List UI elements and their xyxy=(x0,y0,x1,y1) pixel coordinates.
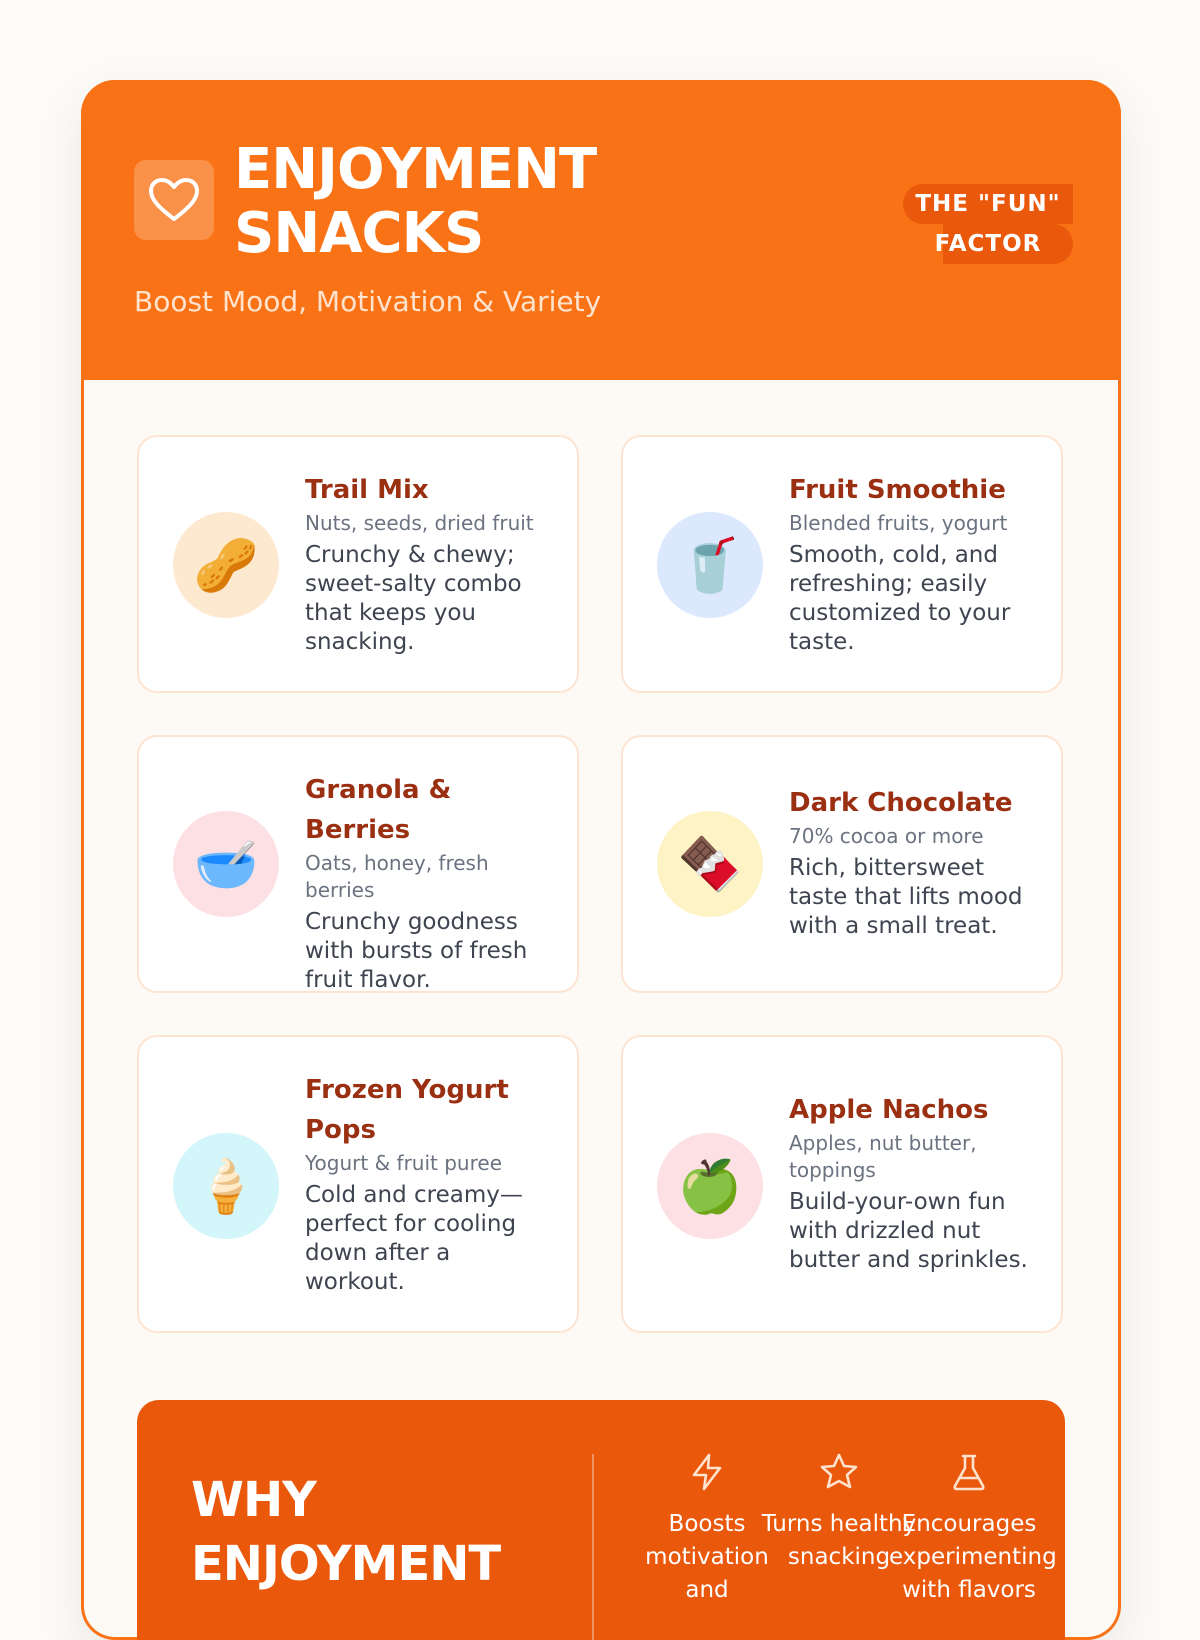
peanut-icon xyxy=(173,512,279,618)
heart-icon xyxy=(134,160,214,240)
snack-card-frozen-yogurt-pops[interactable] xyxy=(137,1035,579,1333)
enjoyment-snacks-card xyxy=(81,80,1121,1640)
snack-name: Fruit Smoothie xyxy=(789,475,1006,505)
bowl-with-spoon-icon xyxy=(173,811,279,917)
snack-text xyxy=(305,470,545,657)
snack-glyph: 🍏 xyxy=(677,1156,743,1217)
badge-text xyxy=(903,184,1073,264)
snack-name: Granola & Berries xyxy=(305,775,452,845)
snack-description: Cold and creamy—perfect for cooling down after a workout. xyxy=(305,1182,523,1295)
snack-ingredients: 70% cocoa or more xyxy=(789,824,984,848)
title-line-1: ENJOYMENT xyxy=(234,137,597,202)
why-item-label: Turns healthy snacking xyxy=(761,1511,917,1570)
snack-description: Build-your-own fun with drizzled nut butter and sprinkles. xyxy=(789,1189,1028,1273)
snack-text xyxy=(789,783,1029,941)
why-divider xyxy=(592,1454,594,1640)
snack-name: Trail Mix xyxy=(305,475,429,505)
snack-ingredients: Yogurt & fruit puree xyxy=(305,1151,503,1175)
why-enjoyment-section xyxy=(137,1400,1065,1640)
header xyxy=(81,80,1121,380)
badge-line-2: FACTOR xyxy=(934,231,1042,257)
snack-glyph: 🥣 xyxy=(193,834,259,895)
snack-glyph: 🍫 xyxy=(677,834,743,895)
why-item-experimenting xyxy=(889,1452,1057,1607)
flask-icon xyxy=(949,1452,989,1492)
snack-name: Dark Chocolate xyxy=(789,788,1013,818)
snack-name: Frozen Yogurt Pops xyxy=(305,1075,509,1145)
why-item-label: Encourages experimenting with flavors xyxy=(889,1511,1057,1603)
snack-glyph: 🥜 xyxy=(193,535,259,596)
fun-factor-badge xyxy=(903,184,1073,280)
snack-card-dark-chocolate[interactable] xyxy=(621,735,1063,993)
snack-text xyxy=(305,770,545,995)
snack-text xyxy=(789,1090,1029,1275)
snack-ingredients: Oats, honey, fresh berries xyxy=(305,851,489,902)
snack-glyph: 🍦 xyxy=(193,1156,259,1217)
snack-card-granola-berries[interactable] xyxy=(137,735,579,993)
cup-with-straw-icon xyxy=(657,512,763,618)
snack-card-apple-nachos[interactable] xyxy=(621,1035,1063,1333)
badge-line-1: THE "FUN" xyxy=(915,191,1061,217)
why-title-line-1: WHY xyxy=(191,1472,316,1528)
snack-name: Apple Nachos xyxy=(789,1095,989,1125)
snack-description: Smooth, cold, and refreshing; easily customized to your taste. xyxy=(789,542,1011,655)
snack-ingredients: Nuts, seeds, dried fruit xyxy=(305,511,534,535)
page-title xyxy=(234,138,754,266)
snack-ingredients: Apples, nut butter, toppings xyxy=(789,1131,977,1182)
snack-card-trail-mix[interactable] xyxy=(137,435,579,693)
why-item-label: Boosts motivation and xyxy=(645,1511,769,1603)
snack-card-fruit-smoothie[interactable] xyxy=(621,435,1063,693)
snack-text xyxy=(305,1070,525,1297)
star-icon xyxy=(819,1452,859,1492)
snack-description: Rich, bittersweet taste that lifts mood with a small treat. xyxy=(789,855,1023,939)
title-line-2: SNACKS xyxy=(234,201,484,266)
snack-description: Crunchy goodness with bursts of fresh fruit flavor. xyxy=(305,909,528,993)
why-title-line-2: ENJOYMENT xyxy=(191,1536,501,1592)
chocolate-bar-icon xyxy=(657,811,763,917)
green-apple-icon xyxy=(657,1133,763,1239)
snack-glyph: 🥤 xyxy=(677,535,743,596)
lightning-icon xyxy=(687,1452,727,1492)
ice-cream-icon xyxy=(173,1133,279,1239)
page-subtitle: Boost Mood, Motivation & Variety xyxy=(134,285,602,318)
snack-description: Crunchy & chewy; sweet-salty combo that keeps you snacking. xyxy=(305,542,522,655)
why-title xyxy=(191,1468,500,1596)
snack-text xyxy=(789,470,1029,657)
snack-ingredients: Blended fruits, yogurt xyxy=(789,511,1008,535)
